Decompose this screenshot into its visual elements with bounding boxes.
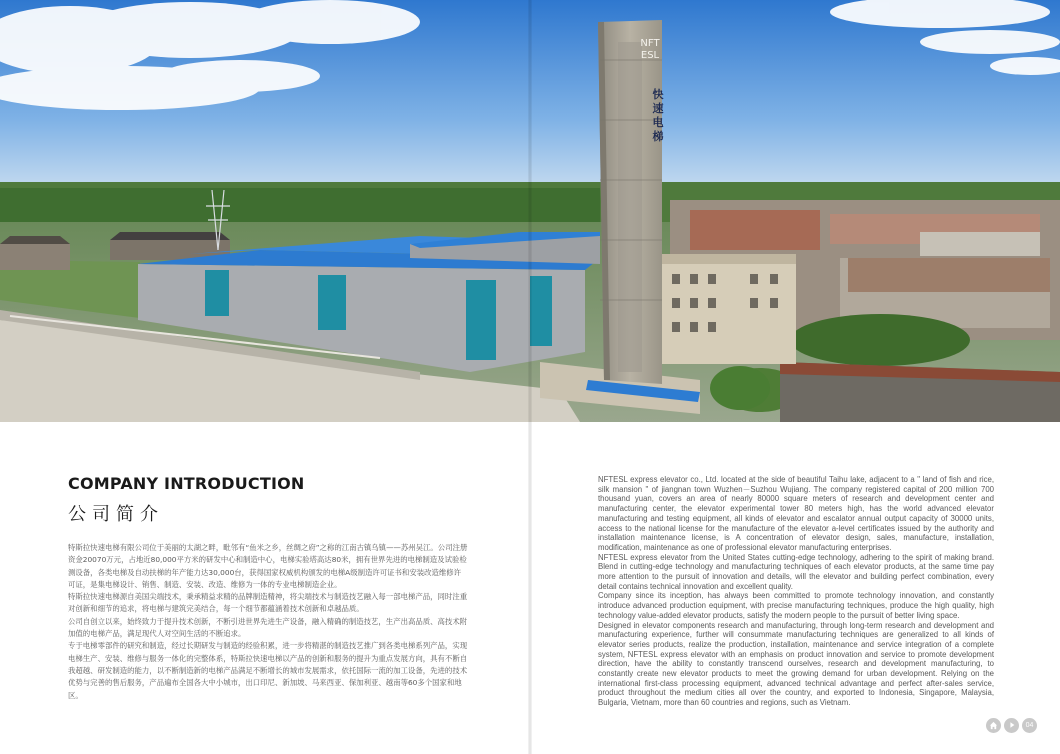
tower-brand-text: NFTESL: [640, 38, 660, 61]
en-paragraph-4: Designed in elevator components research and manufacturing, through long-term research and development and manufacturing experience, further will consummate manufacturing techniques are generalized to all kinds of elevator series products, realize the production, installation, maintenance and service integration of a complete system, NFTESL express elevator with an emphasis on product innovation and service to promote development direction, have the ability to constantly transcend ourselves, research and development manufacturing, to constantly create new elevator products to meet the growing demand for urban development. Relying on the international first-class processing equipment, advanced technical advantage and perfect after-sales service, product throughout the medium cities all over the country, and exported to Indonesia, Singapore, Malaysia, Bulgaria, Vietnam, more than 60 countries and regions, such as Vietnam.: [598, 620, 994, 708]
chinese-introduction-text: [68, 542, 468, 702]
en-paragraph-2: NFTESL express elevator from the United States cutting-edge technology, adhering to the spirit of making brand. Blend in cutting-edge technology and manufacturing techniques of each elevator products, at the same time pay more attention to the pursuit of innovation and details, will the elevator and building perfect combination, every detail contains technical innovation and excellent quality.: [598, 552, 994, 591]
page-number: 04: [1022, 718, 1037, 733]
cn-paragraph-4: 专于电梯零部件的研究和制造，经过长期研发与制造的经验积累，进一步将精湛的制造技艺推广到各类电梯系列产品，实现电梯生产、安装、维修与服务一体化的完整体系，特斯拉快速电梯以产品的创新和服务的提升为重点发展方向，具有不断自我超越、研发制造的能力，以不断制造新的电梯产品满足不断增长的城市发展需求，依托国际一流的加工设备，先进的技术优势与完善的售后服务，产品遍布全国各大中小城市，出口印尼、新加坡、马来西亚、保加利亚、越南等60多个国家和地区。: [68, 641, 468, 700]
english-introduction-text: [598, 475, 994, 708]
en-paragraph-3: Company since its inception, has always been committed to promote technology innovation, and constantly introduce advanced production equipment, with precise manufacturing techniques, produce the high quality, high technology value-added elevator products, satisfy the modern people to the pursuit of better living space.: [598, 591, 994, 620]
cn-paragraph-3: 公司自创立以来，始终致力于提升技术创新，不断引进世界先进生产设备，融入精确的制造技艺，生产出高品质、高技术附加值的电梯产品，满足现代人对空间生活的不断追求。: [68, 616, 468, 639]
tower-chinese-text: 快速电梯: [652, 88, 664, 143]
en-paragraph-1: NFTESL express elevator co., Ltd. located at the side of beautiful Taihu lake, adjacent to a " land of fish and rice, silk mansion " of jiangnan town Wuzhen－Suzhou Wujiang. The company registered capital of 200 million 700 thousand yuan, covers an area of nearly 80000 square meters of research and development center and manufacturing center, the elevator experimental tower 80 meters high, has the world advanced elevator manufacturing and testing equipment, all kinds of elevator and escalator annual output capacity of 30000 units, access to the national license for the manufacture of the elevator a-level certificates issued by the authority and installation maintenance license, is A concentration of elevator design, sales, manufacture, installation, modification, maintenance as one of professional elevator manufacturing enterprises.: [598, 475, 994, 552]
page-title-en: COMPANY INTRODUCTION: [68, 474, 305, 493]
next-page-icon[interactable]: [1004, 718, 1019, 733]
cn-paragraph-2: 特斯拉快速电梯源自美国尖端技术，秉承精益求精的品牌制造精神，将尖端技术与制造技艺融入每一部电梯产品，同时注重对创新和细节的追求，将电梯与建筑完美结合，每一个细节都蕴涵着技术创新和卓越品质。: [68, 592, 468, 614]
page-navigation: [986, 717, 1037, 733]
book-gutter: [528, 0, 532, 754]
cn-paragraph-1: 特斯拉快速电梯有限公司位于美丽的太湖之畔，毗邻有“鱼米之乡，丝绸之府”之称的江南古镇乌镇——苏州吴江。公司注册资金20070万元，占地近80,000平方米的研发中心和制造中心，电梯实验塔高达80米，拥有世界先进的电梯制造及试验检测设备，各类电梯及自动扶梯的年产能力达30,000台，获得国家权威机构颁发的电梯A级制造许可证书和安装改造维修许可证，是集电梯设计、销售、制造、安装、改造、维修为一体的专业电梯制造企业。: [68, 543, 468, 589]
home-icon[interactable]: [986, 718, 1001, 733]
page-title-cn: 公司简介: [68, 504, 164, 525]
